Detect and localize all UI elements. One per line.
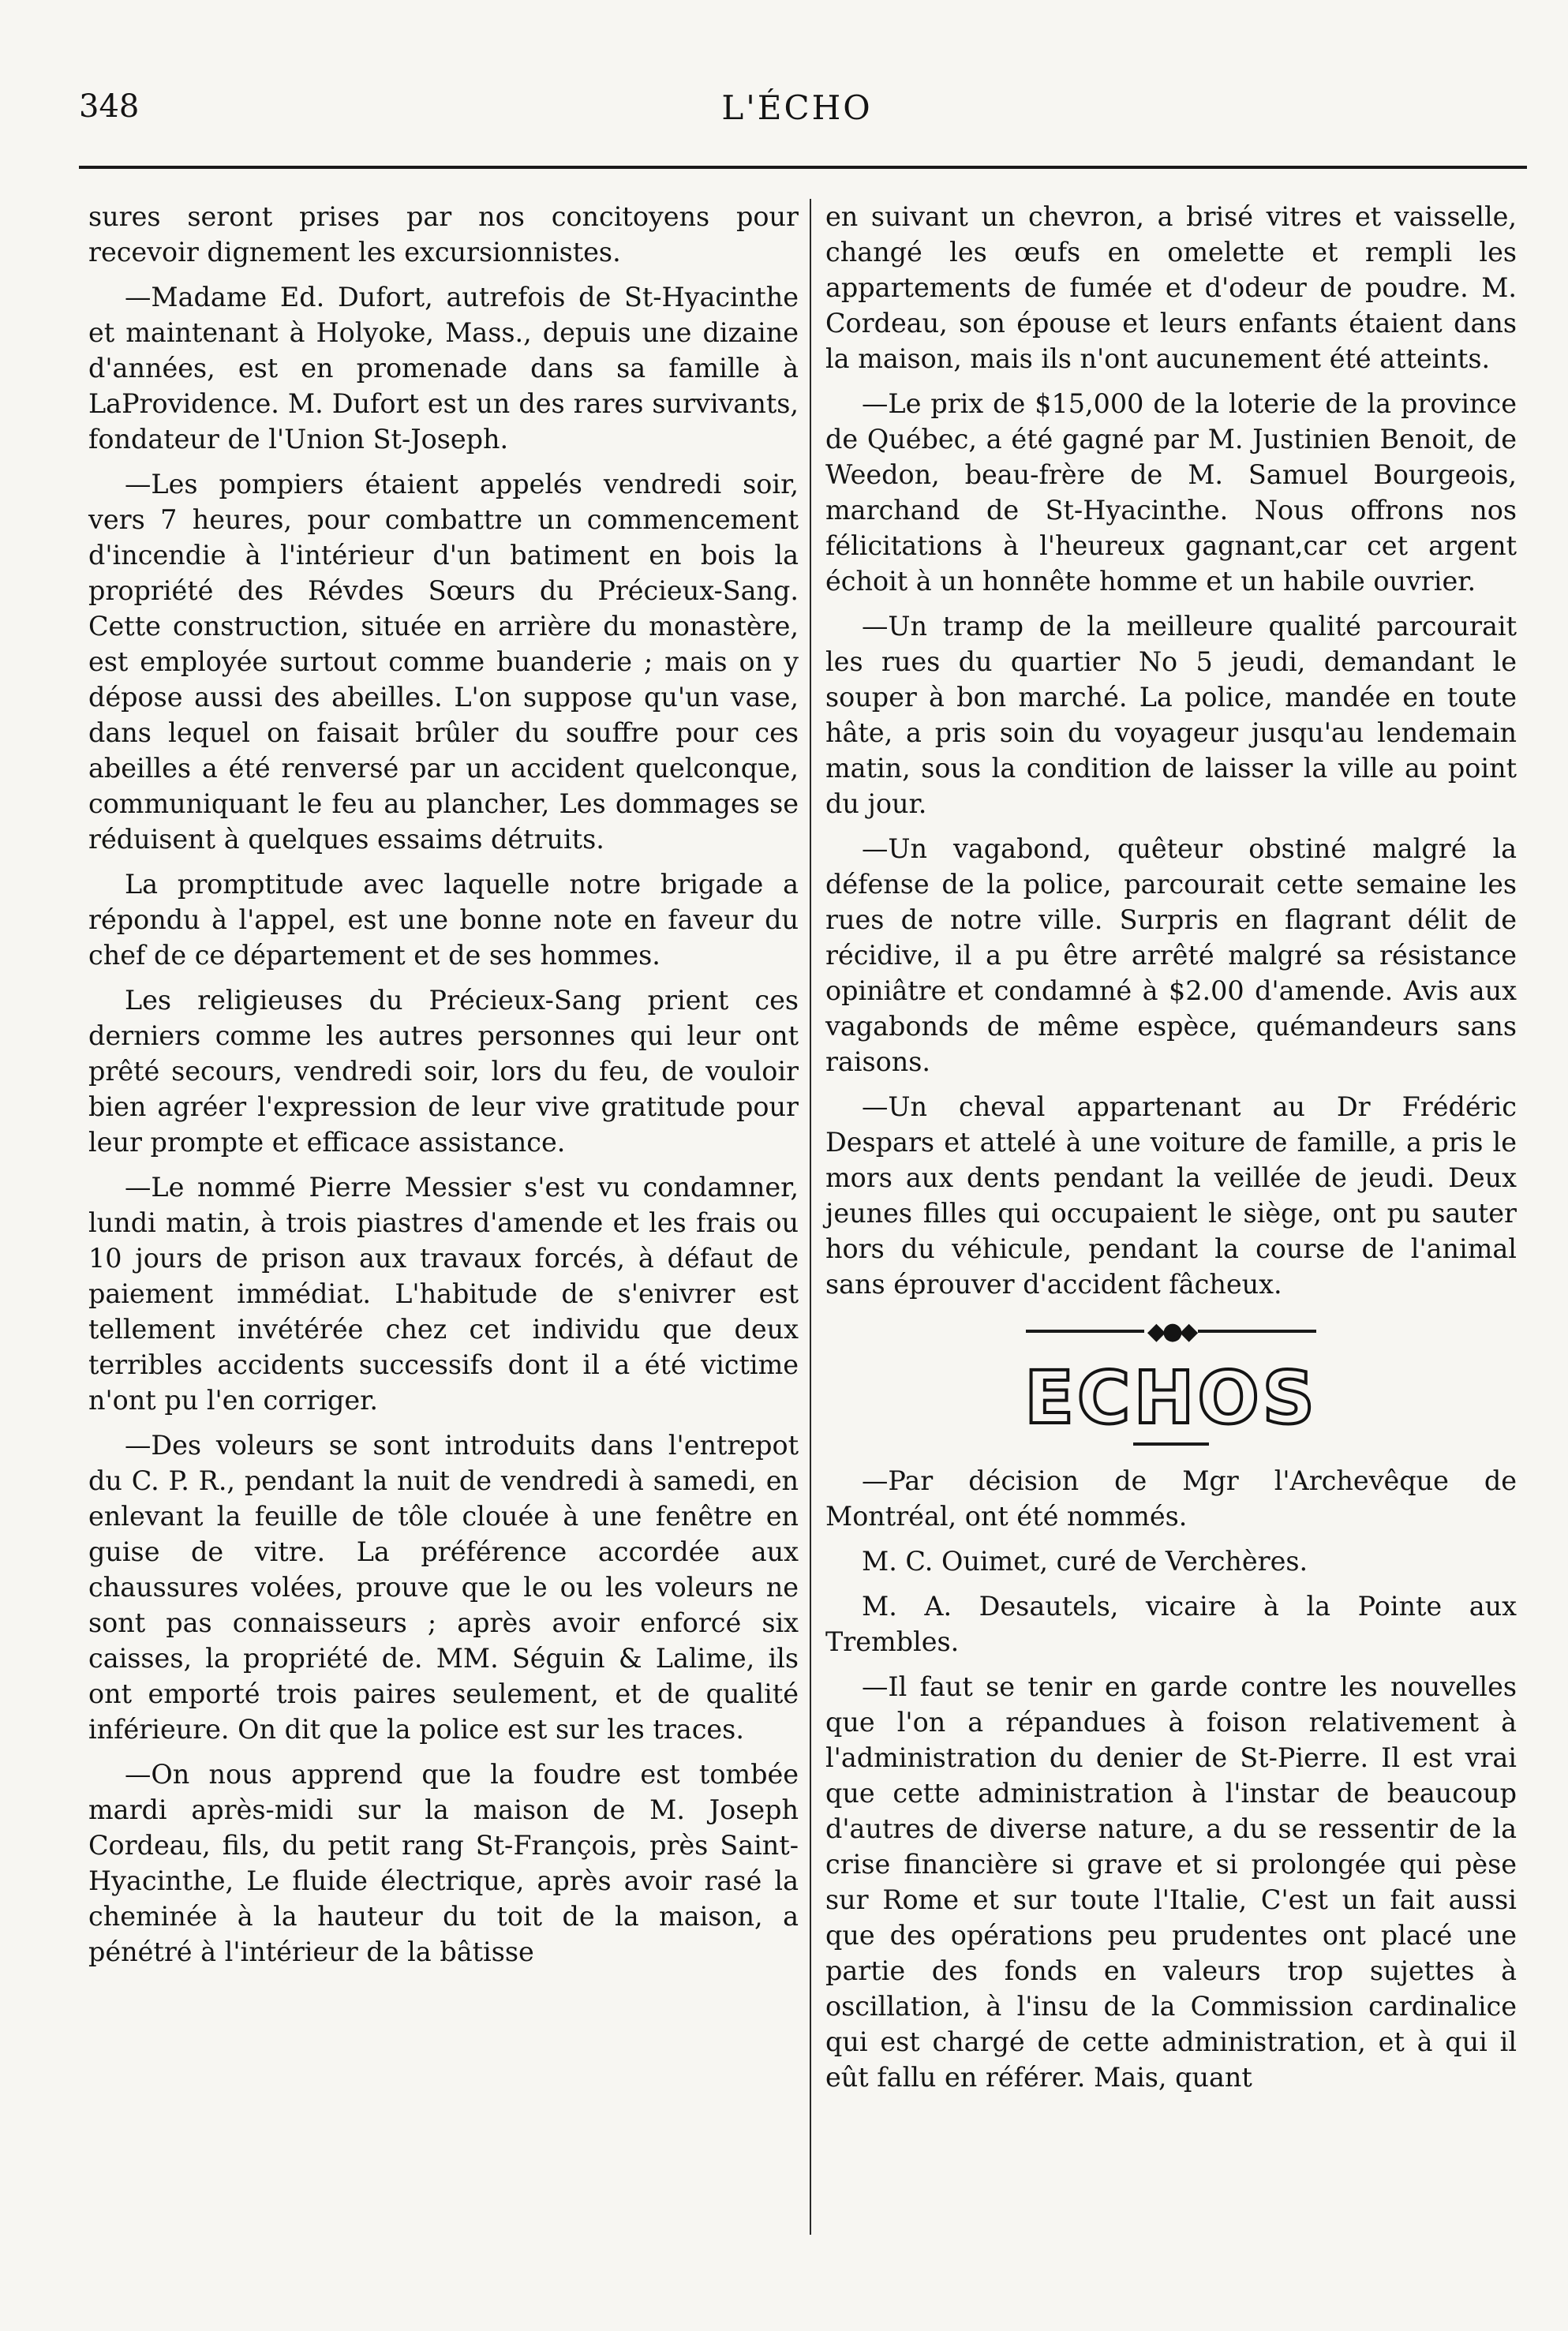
article-paragraph: M. A. Desautels, vicaire à la Pointe aux Trembles.: [825, 1591, 1517, 1657]
article-paragraph: Les religieuses du Précieux-Sang prient ces derniers comme les autres personnes qui leur ont prêté secours, vendredi soir, lors du feu, de vouloir bien agréer l'expression de leur vive gratitude pour leur prompte et efficace assistance.: [88, 985, 799, 1158]
article-paragraph: —Un vagabond, quêteur obstiné malgré la défense de la police, parcourait cette semaine les rues de notre ville. Surpris en flagrant délit de récidive, il a pu être arrêté malgré sa résistance opiniâtre et condamné à $2.00 d'amende. Avis aux vagabonds de même espèce, quémandeurs sans raisons.: [825, 833, 1517, 1077]
article-paragraph: —Le nommé Pierre Messier s'est vu condamner, lundi matin, à trois piastres d'amende et les frais ou 10 jours de prison aux travaux forcés, à défaut de paiement immédiat. L'habitude de s'enivrer est tellement invétérée chez cet individu que deux terribles accidents successifs dont il a été victime n'ont pu l'en corriger.: [88, 1172, 799, 1416]
article-paragraph: —Un tramp de la meilleure qualité parcourait les rues du quartier No 5 jeudi, demandant le souper à bon marché. La police, mandée en toute hâte, a pris soin du voyageur jusqu'au lendemain matin, sous la condition de laisser la ville au point du jour.: [825, 611, 1517, 819]
ornament-line-right: [1198, 1330, 1316, 1333]
article-paragraph: —Le prix de $15,000 de la loterie de la province de Québec, a été gagné par M. Justinien Benoit, de Weedon, beau-frère de M. Samuel Bourgeois, marchand de St-Hyacinthe. Nous offrons nos félicitations à l'heureux gagnant,car cet argent échoit à un honnête homme et un habile ouvrier.: [825, 388, 1517, 597]
article-paragraph: —Il faut se tenir en garde contre les nouvelles que l'on a répandues à foison relativement à l'administration du denier de St-Pierre. Il est vrai que cette administration à l'instar de beaucoup d'autres de diverse nature, a du se ressentir de la crise financière si grave et si prolongée qui pèse sur Rome et sur toute l'Italie, C'est un fait aussi que des opérations peu prudentes ont placé une partie des fonds en valeurs trop sujettes à oscillation, à l'insu de la Commission cardinalice qui est chargé de cette administration, et à qui il eût fallu en référer. Mais, quant: [825, 1671, 1517, 2093]
article-paragraph: —Madame Ed. Dufort, autrefois de St-Hyacinthe et maintenant à Holyoke, Mass., depuis une dizaine d'années, est en promenade dans sa famille à LaProvidence. M. Dufort est un des rares survivants, fondateur de l'Union St-Joseph.: [88, 282, 799, 455]
article-paragraph: —On nous apprend que la foudre est tombée mardi après-midi sur la maison de M. Joseph Cordeau, fils, du petit rang St-François, près Saint-Hyacinthe, Le fluide électrique, après avoir rasé la cheminée à la hauteur du toit de la maison, a pénétré à l'intérieur de la bâtisse: [88, 1759, 799, 1967]
page-number: 348: [79, 88, 140, 125]
article-paragraph: La promptitude avec laquelle notre brigade a répondu à l'appel, est une bonne note en faveur du chef de ce département et de ses hommes.: [88, 869, 799, 971]
column-divider: [810, 199, 811, 2235]
page-header: [79, 88, 1515, 136]
article-paragraph: sures seront prises par nos concitoyens pour recevoir dignement les excursionnistes.: [88, 201, 799, 268]
right-column: [825, 199, 1517, 2105]
header-rule: [79, 166, 1527, 169]
left-column: [88, 199, 799, 1979]
section-ornament: [825, 1319, 1517, 1343]
journal-title: L'ÉCHO: [721, 88, 873, 127]
ornament-line-left: [1026, 1330, 1144, 1333]
article-paragraph: —Un cheval appartenant au Dr Frédéric Despars et attelé à une voiture de famille, a pris le mors aux dents pendant la veillée de jeudi. Deux jeunes filles qui occupaient le siège, ont pu sauter hors du véhicule, pendant la course de l'animal sans éprouver d'accident fâcheux.: [825, 1091, 1517, 1300]
section-title-rule: [1133, 1442, 1209, 1446]
article-paragraph: M. C. Ouimet, curé de Verchères.: [862, 1546, 1308, 1577]
article-paragraph: en suivant un chevron, a brisé vitres et vaisselle, changé les œufs en omelette et rempli les appartements de fumée et d'odeur de poudre. M. Cordeau, son épouse et leurs enfants étaient dans la maison, mais ils n'ont aucunement été atteints.: [825, 201, 1517, 374]
section-title: ECHOS: [1024, 1356, 1318, 1440]
article-paragraph: —Par décision de Mgr l'Archevêque de Montréal, ont été nommés.: [825, 1465, 1517, 1532]
ornament-knot-icon: ◆●◆: [1147, 1317, 1196, 1345]
article-paragraph: —Des voleurs se sont introduits dans l'entrepot du C. P. R., pendant la nuit de vendredi à samedi, en enlevant la feuille de tôle clouée à une fenêtre en guise de vitre. La préférence accordée aux chaussures volées, prouve que le ou les voleurs ne sont pas connaisseurs ; après avoir enforcé six caisses, la propriété de. MM. Séguin & Lalime, ils ont emporté trois paires seulement, et de qualité inférieure. On dit que la police est sur les traces.: [88, 1430, 799, 1745]
article-paragraph: —Les pompiers étaient appelés vendredi soir, vers 7 heures, pour combattre un commencement d'incendie à l'intérieur d'un batiment en bois la propriété des Révdes Sœurs du Précieux-Sang. Cette construction, située en arrière du monastère, est employée surtout comme buanderie ; mais on y dépose aussi des abeilles. L'on suppose qu'un vase, dans lequel on faisait brûler du souffre pour ces abeilles a été renversé par un accident quelconque, communiquant le feu au plancher, Les dommages se réduisent à quelques essaims détruits.: [88, 469, 799, 855]
